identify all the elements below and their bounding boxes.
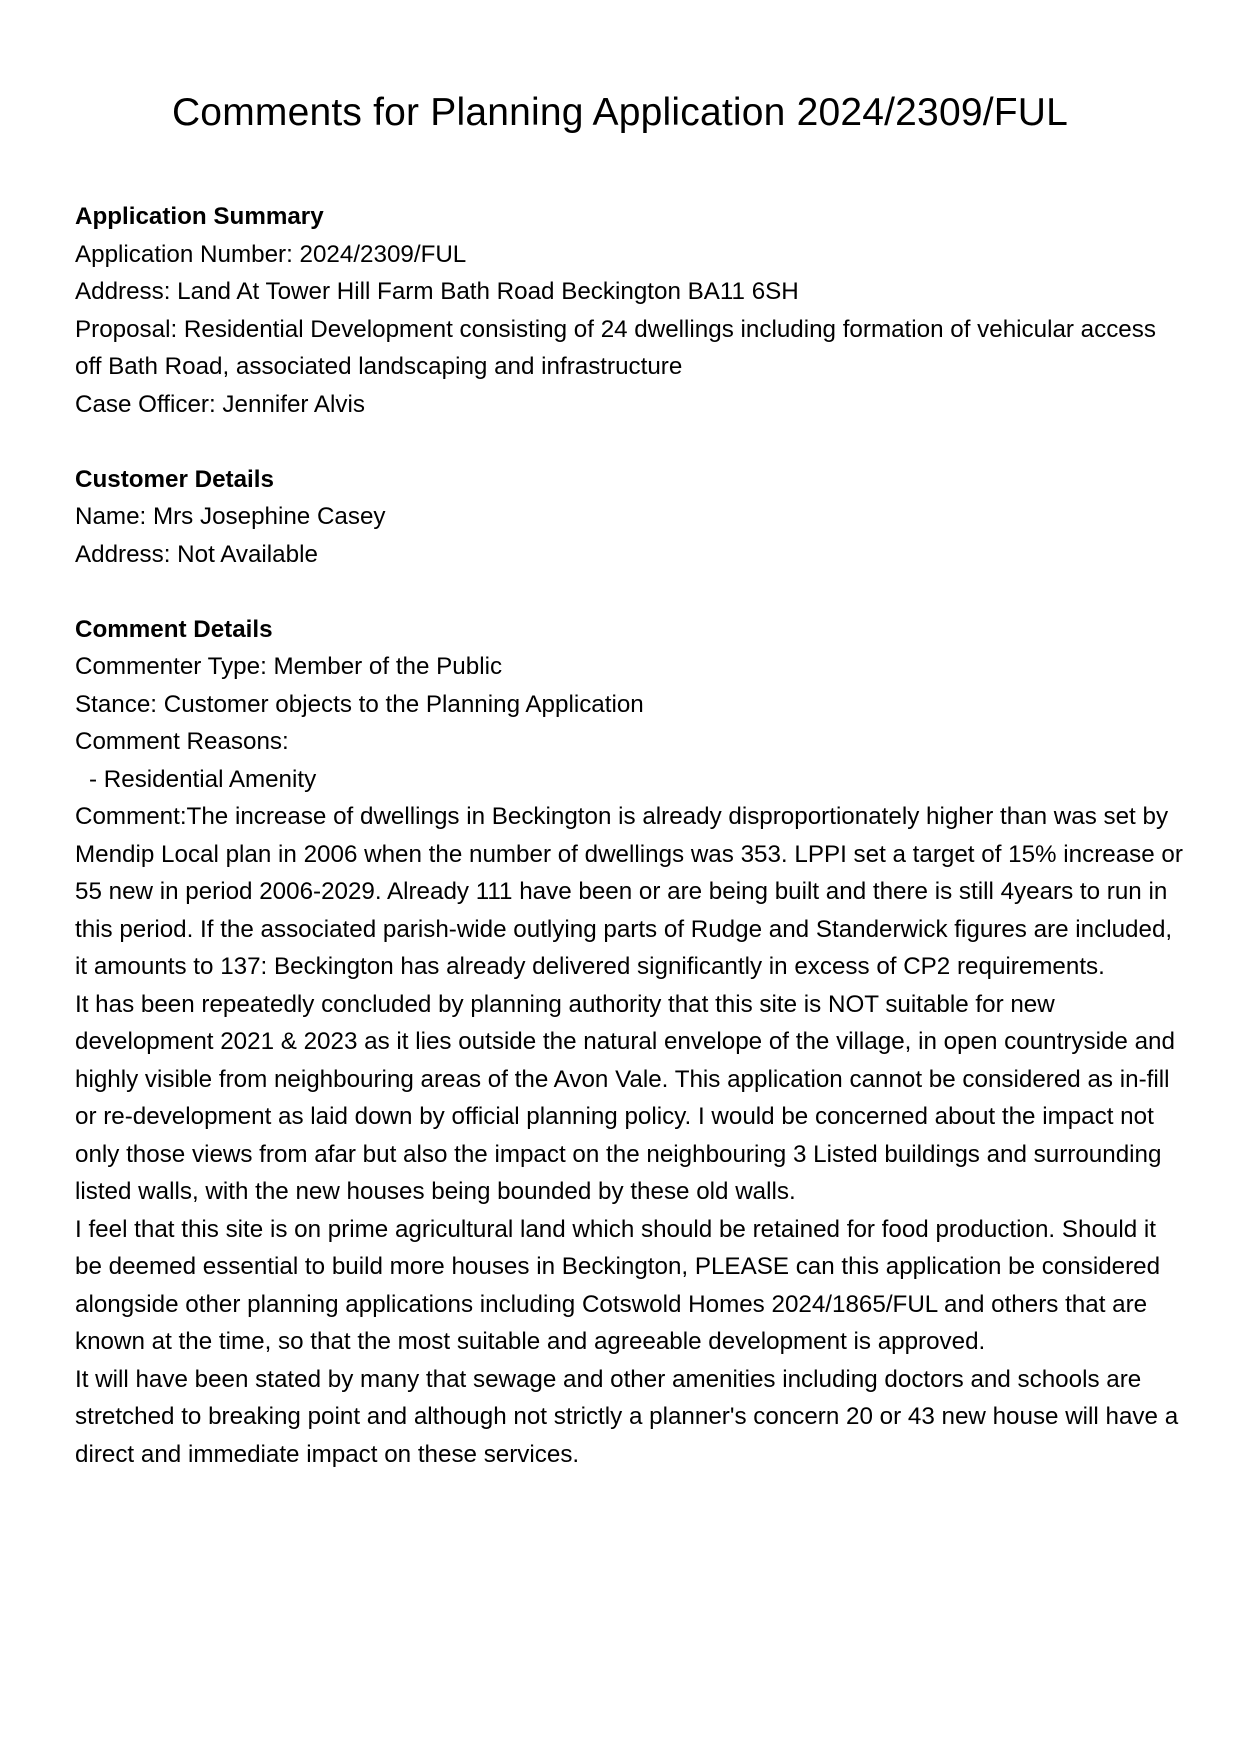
application-summary-section [75,198,1185,423]
customer-details-heading: Customer Details [75,465,274,493]
document-body [75,198,1185,1473]
application-summary-heading: Application Summary [75,203,324,230]
page-title: Comments for Planning Application 2024/2309/FUL [171,91,1069,134]
customer-name: Name: Mrs Josephine Casey [75,503,386,530]
customer-details-section [75,461,1185,574]
customer-address: Address: Not Available [75,540,318,568]
comment-reason-item: - Residential Amenity [89,765,317,793]
comment-details-section [75,611,1185,1474]
case-officer: Case Officer: Jennifer Alvis [75,390,365,418]
commenter-type: Commenter Type: Member of the Public [75,653,503,680]
application-address: Address: Land At Tower Hill Farm Bath Road Beckington BA11 6SH [75,278,799,305]
comment-paragraph: It will have been stated by many that sewage and other amenities including doctors and schools are stretched to breaking point and although not strictly a planner's concern 20 or 43 new house will have a direct and immediate impact on these services. [75,1365,1179,1468]
comment-paragraph: I feel that this site is on prime agricultural land which should be retained for food production. Should it be deemed essential to build more houses in Beckington, PLEASE can this application be considered alongside other planning applications including Cotswold Homes 2024/1865/FUL and others that are known at the time, so that the most suitable and agreeable development is approved. [75,1215,1161,1355]
comment-paragraph: It has been repeatedly concluded by planning authority that this site is NOT suitable for new development 2021 & 2023 as it lies outside the natural envelope of the village, in open countryside and highly visible from neighbouring areas of the Avon Vale. This application cannot be considered as in-fill or re-development as laid down by official planning policy. I would be concerned about the impact not only those views from afar but also the impact on the neighbouring 3 Listed buildings and surrounding listed walls, with the new houses being bounded by these old walls. [75,990,1175,1205]
section-spacer [75,423,1185,461]
application-number: Application Number: 2024/2309/FUL [75,240,467,268]
application-proposal: Proposal: Residential Development consisting of 24 dwellings including formation of vehicular access off Bath Road, associated landscaping and infrastructure [75,315,1163,380]
comment-paragraph: Comment:The increase of dwellings in Beckington is already disproportionately higher than was set by Mendip Local plan in 2006 when the number of dwellings was 353. LPPI set a target of 15% increase or 55 new in period 2006-2029. Already 111 have been or are being built and there is still 4years to run in this period. If the associated parish-wide outlying parts of Rudge and Standerwick figures are included, it amounts to 137: Beckington has already delivered significantly in excess of CP2 requirements. [75,803,1183,980]
comment-details-heading: Comment Details [75,615,273,643]
comment-reasons-label: Comment Reasons: [75,728,289,755]
comment-stance: Stance: Customer objects to the Planning Application [75,690,644,718]
section-spacer [75,573,1185,611]
